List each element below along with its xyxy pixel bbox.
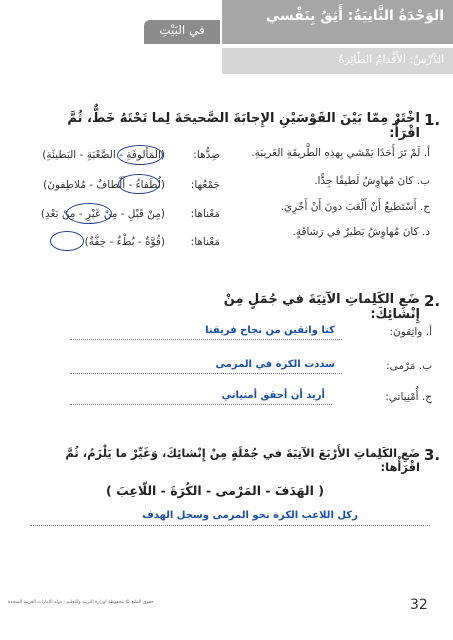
q2-prompt: ضَعِ الكَلِماتِ الآتِيَةَ في جُمَلٍ مِنْ إِنْشائِكَ: — [223, 292, 420, 322]
unit-title: الوَحْدَةُ الثَّانِيَةُ: أَثِقُ بِنَفْسي — [265, 8, 444, 24]
q1-item-a — [230, 147, 430, 159]
q1-number: 1. — [424, 111, 441, 129]
q1-item-b — [230, 175, 430, 187]
q2-item-letter: ب. — [418, 360, 432, 372]
q1-relation: ضِدُّها: — [193, 149, 220, 161]
q2-item-word: واثِقونَ: — [389, 326, 423, 338]
answer-line — [30, 525, 430, 526]
answer-circle — [66, 203, 112, 224]
answer-line — [70, 339, 342, 340]
q2-item-a — [340, 326, 432, 338]
q2-number: 2. — [424, 292, 441, 310]
q1-item-sentence: لَمْ تَرَ أَحَدًا يَمْشي بِهذِهِ الطَّريقَةِ الغَريبَةِ. — [251, 147, 421, 159]
q1-relation: مَعْناها: — [190, 208, 220, 220]
q1-item-sentence: كانَ مُهاوِشُ يَطيرُ في رَشاقَةٍ. — [292, 226, 419, 238]
q1-options: (قُوَّةٌ - بُطْءٌ - خِفَّةٌ) — [84, 236, 165, 248]
q1-options: (المَألوفَةِ - الصَّعْبَةِ - البَطيئَةِ) — [42, 149, 165, 161]
q2-item-c — [330, 391, 432, 403]
page-number: 32 — [410, 597, 428, 613]
q2-item-word: أُمْنِياتي: — [385, 391, 419, 403]
q2-item-word: مَرْمى: — [386, 360, 416, 372]
q1-item-letter: أ. — [423, 147, 430, 159]
answer-circle — [118, 174, 160, 194]
q1-item-sentence: أَسْتَطيعُ أَنْ أَلْعَبَ دونَ أَنْ أَجْرِيَ. — [280, 201, 417, 213]
q1-options: (لُطَفاءُ - أَلْطافٌ - مُلاطِفونَ) — [43, 179, 165, 191]
q2-answer: كنا واثقين من نجاح فريقنا — [205, 325, 335, 336]
lesson-title: الدَّرْسُ: الأَقْدامُ الطّائِرَةُ — [338, 53, 444, 66]
q2-item-b — [340, 360, 432, 372]
q3-prompt: ضَعِ الكَلِماتِ الأَرْبَعَ الآتِيَةَ في جُمْلَةٍ مِنْ إِنْشائِكَ، وَغَيِّرْ ما يَلْزَمُ، ثُمَّ اقْرَأْها: — [65, 446, 420, 474]
q3-words: ( الهَدَفَ - المَرْمى - الكُرَةَ - اللّاعِبَ ) — [106, 483, 324, 498]
q3-number: 3. — [424, 446, 441, 464]
q2-item-letter: أ. — [425, 326, 432, 338]
answer-line — [70, 404, 332, 405]
q1-item-sentence: كانَ مُهاوِشُ لَطيفًا جِدًّا. — [314, 175, 414, 187]
q1-options: (مِنْ قَبْلِ - مِنْ غَيْرِ - مِنْ بَعْدِ) — [40, 208, 165, 220]
q1-item-letter: ب. — [416, 175, 430, 187]
answer-circle — [117, 145, 163, 165]
q1-prompt: اخْتَرْ مِمّا بَيْنَ القَوْسَيْنِ الإِجابَةَ الصَّحيحَةَ لِما تَحْتَهُ خَطٌّ، ثُمَّ اقْرَأْ: — [67, 111, 420, 141]
q1-item-c — [230, 201, 430, 213]
q1-relation: جَمْعُها: — [190, 179, 220, 191]
answer-line — [70, 373, 342, 374]
answer-circle — [50, 231, 84, 251]
q1-item-letter: ج. — [419, 201, 430, 213]
q2-answer: أريد أن أحقق أمنياتي — [221, 390, 325, 401]
q3-answer: ركل اللاعب الكرة نحو المرمى وسجل الهدف — [142, 510, 358, 521]
home-label: في البَيْتِ — [159, 23, 205, 37]
q1-item-d — [230, 226, 430, 238]
q2-item-letter: ج. — [421, 391, 432, 403]
q1-item-letter: د. — [421, 226, 430, 238]
copyright-text: حقوق الطبع © محفوظة لوزارة التربية والتعليم - دولة الإمارات العربية المتحدة — [8, 600, 154, 605]
q2-answer: سددت الكرة في المرمى — [215, 359, 335, 370]
q1-relation: مَعْناها: — [190, 236, 220, 248]
